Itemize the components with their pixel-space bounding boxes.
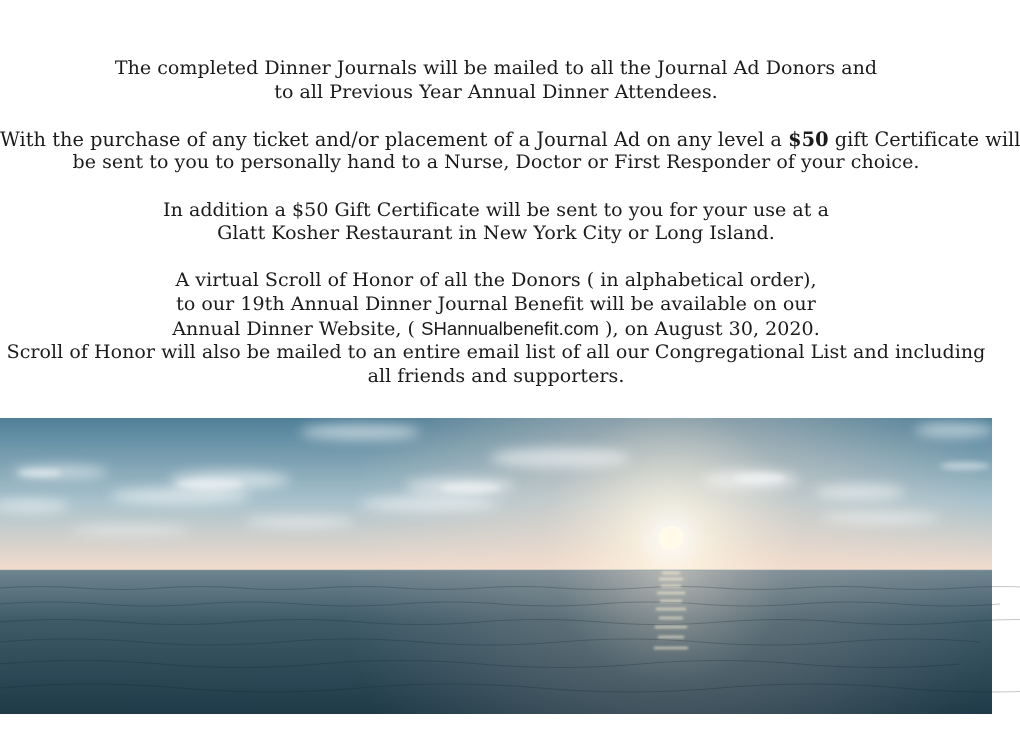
text-line xyxy=(0,317,992,342)
paragraph-scroll-of-honor xyxy=(0,269,992,388)
text-line: to our 19th Annual Dinner Journal Benefit will be available on our xyxy=(176,292,816,315)
paragraph-gift-certificate xyxy=(0,127,1020,175)
text-line: to all Previous Year Annual Dinner Attendees. xyxy=(274,80,718,103)
sun xyxy=(659,526,683,550)
text-line: all friends and supporters. xyxy=(367,364,625,387)
text-line: Glatt Kosher Restaurant in New York City or Long Island. xyxy=(217,222,775,245)
website-link[interactable]: SHannualbenefit.com xyxy=(421,317,599,339)
text-line: In addition a $50 Gift Certificate will be sent to you for your use at a xyxy=(163,198,829,221)
notice-text xyxy=(0,57,1020,388)
text-line: Scroll of Honor will also be mailed to an entire email list of all our Congregational List and including xyxy=(6,341,986,364)
text-fragment: ), on August 30, 2020. xyxy=(598,317,820,340)
text-fragment: Annual Dinner Website, ( xyxy=(172,317,422,340)
text-fragment: With the purchase of any ticket and/or placement of a Journal Ad on any level a xyxy=(0,127,789,151)
paragraph-restaurant xyxy=(0,199,992,246)
text-line: A virtual Scroll of Honor of all the Donors ( in alphabetical order), xyxy=(175,269,817,292)
ocean-sunset-image xyxy=(0,418,992,714)
gift-amount: $50 xyxy=(788,127,829,151)
paragraph-mailing xyxy=(0,57,992,104)
text-line xyxy=(0,127,1020,152)
text-line: The completed Dinner Journals will be mailed to all the Journal Ad Donors and xyxy=(114,57,878,79)
text-line: be sent to you to personally hand to a Nurse, Doctor or First Responder of your choice. xyxy=(72,151,920,174)
ocean-sunset-photo xyxy=(0,418,992,714)
text-fragment: gift Certificate will xyxy=(828,127,1020,151)
